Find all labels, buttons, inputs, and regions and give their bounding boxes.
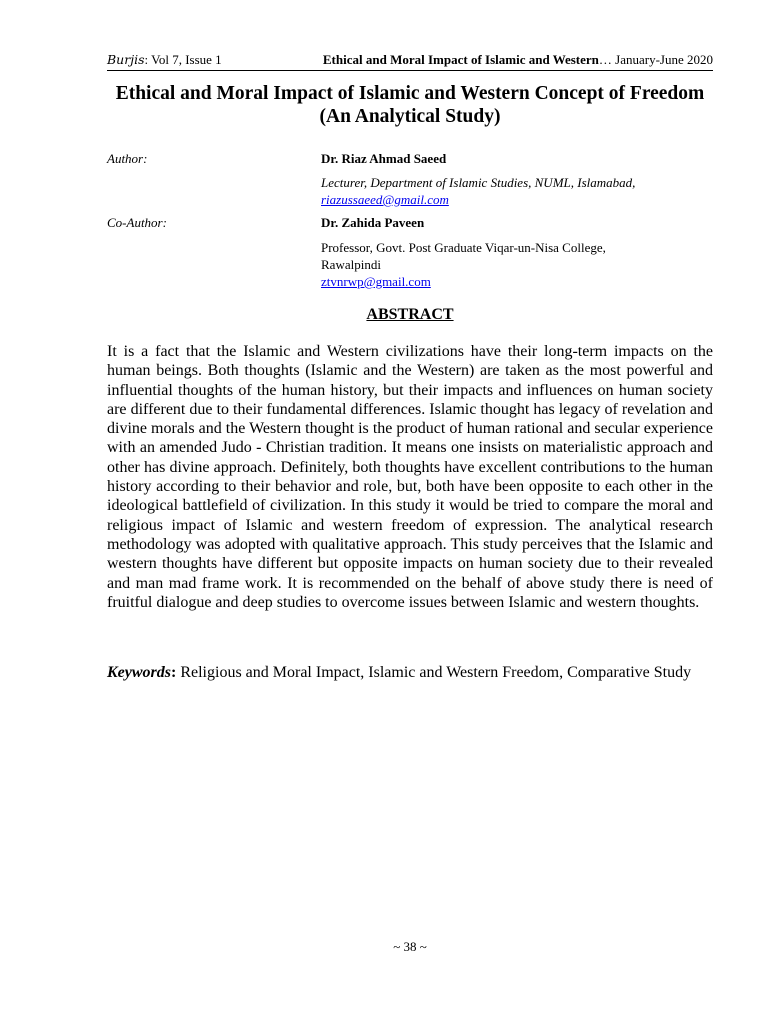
- author-email-link[interactable]: riazussaeed@gmail.com: [321, 192, 449, 207]
- coauthor-email-link[interactable]: ztvnrwp@gmail.com: [321, 274, 431, 289]
- author-name: Dr. Riaz Ahmad Saeed: [321, 151, 447, 166]
- coauthor-label: Co-Author:: [107, 215, 167, 230]
- keywords-text: Religious and Moral Impact, Islamic and Western Freedom, Comparative Study: [176, 664, 692, 681]
- coauthor-email-line: [321, 273, 711, 290]
- author-email-line: [321, 191, 711, 208]
- paper-title: Ethical and Moral Impact of Islamic and Western Concept of Freedom (An Analytical Study): [115, 83, 705, 127]
- keywords-colon: :: [171, 664, 177, 681]
- page-number: ~ 38 ~: [393, 939, 427, 954]
- header-left: [107, 51, 222, 70]
- running-header: [107, 51, 713, 71]
- running-title-ellipsis: …: [598, 52, 612, 67]
- author-label: Author:: [107, 151, 148, 166]
- running-title: Ethical and Moral Impact of Islamic and Western: [322, 52, 599, 67]
- abstract-text: It is a fact that the Islamic and Western civilizations have their long-term impacts on the human beings. Both thoughts (Islamic and the Western) are taken as the most powerful and influential thoughts of the human history, but their impacts and influences on human society are different due to their fundamental differences. Islamic thought has legacy of revelation and divine morals and the Western thought is the product of human rational and secular experience with an amended Judo - Christian tradition. It means one insists on materialistic approach and other has divine approach. Definitely, both thoughts have excellent contributions to the human history according to their behavior and role, but, both have been opposite to each other in the ideological battlefield of civilization. In this study it would be tried to compare the moral and religious impact of Islamic and western freedom of expression. The analytical research methodology was adopted with qualitative approach. This study perceives that the Islamic and western thoughts have different but opposite impacts on human society due to their revealed and man mad frame work. It is recommended on the behalf of above study there is need of fruitful dialogue and deep studies to overcome issues between Islamic and western thoughts.: [107, 343, 713, 611]
- keywords: [107, 659, 713, 687]
- header-right: [323, 51, 713, 70]
- issue-date: January-June 2020: [615, 52, 713, 67]
- coauthor-affiliation-city: Rawalpindi: [321, 257, 381, 272]
- journal-issue: : Vol 7, Issue 1: [144, 52, 222, 67]
- journal-name: Burjis: [107, 52, 145, 67]
- coauthor-name: Dr. Zahida Paveen: [321, 215, 425, 230]
- author-affiliation: Lecturer, Department of Islamic Studies, NUML, Islamabad,: [321, 175, 636, 190]
- keywords-label: Keywords: [107, 664, 171, 681]
- abstract-heading: ABSTRACT: [366, 306, 454, 323]
- coauthor-affiliation: Professor, Govt. Post Graduate Viqar-un-Nisa College,: [321, 240, 606, 255]
